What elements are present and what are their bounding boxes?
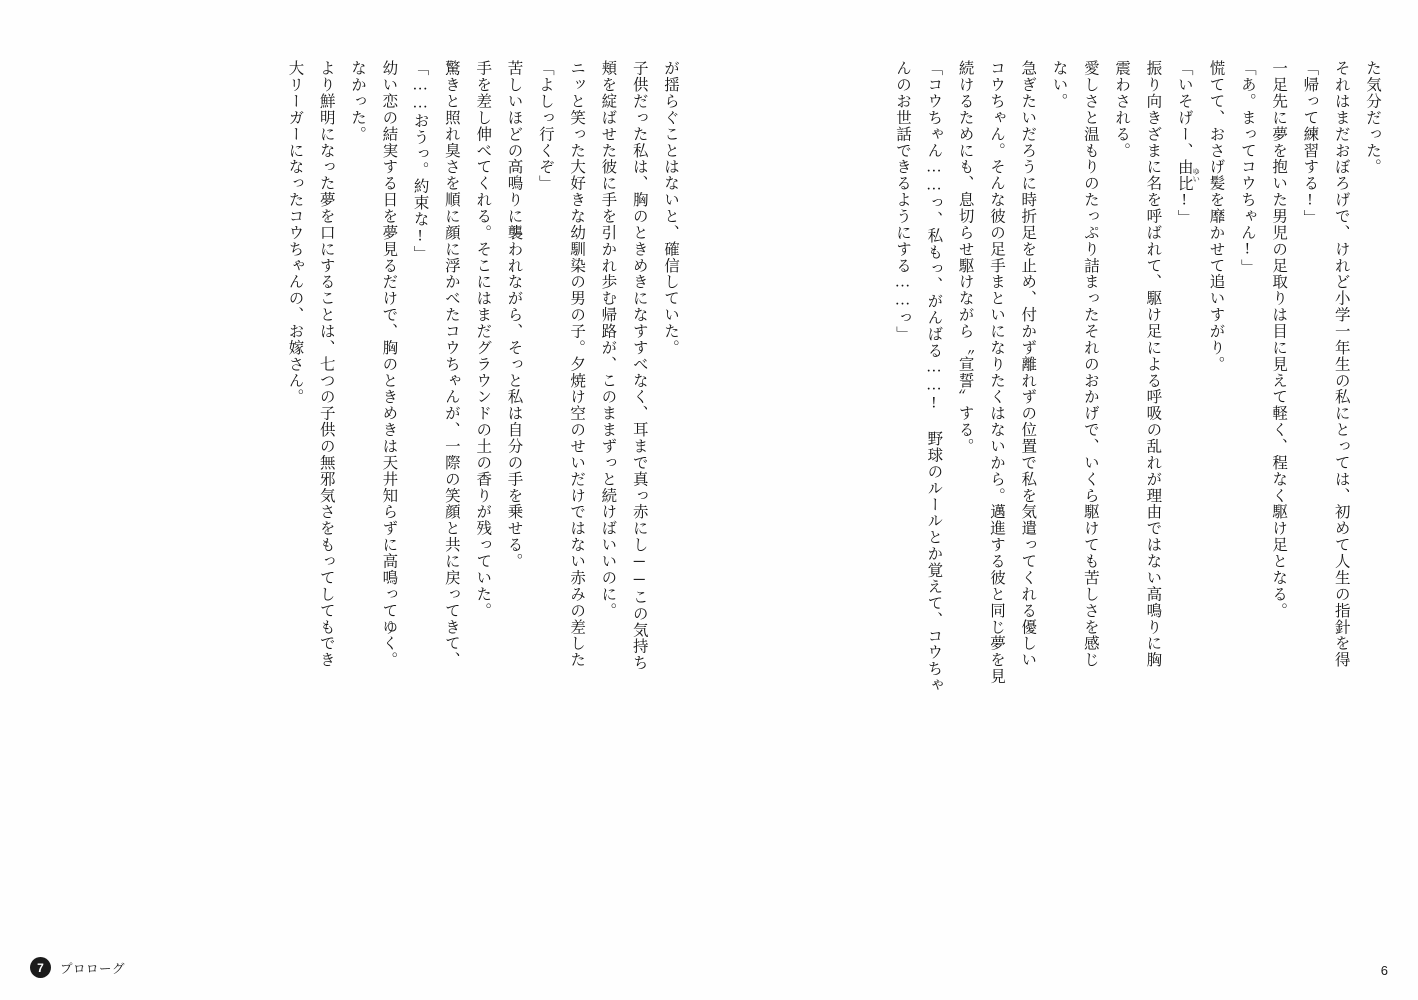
text-line: 慌てて、おさげ髪を靡かせて追いすがり。 — [1207, 60, 1225, 373]
text-line: 幼い恋の結実する日を夢見るだけで、胸のときめきは天井知らずに高鳴ってゆく。 — [380, 60, 398, 668]
text-line: 一足先に夢を抱いた男児の足取りは目に見えて軽く、程なく駆け足となる。 — [1270, 60, 1288, 619]
text-line: 大リーガーになったコウちゃんの、お嫁さん。 — [286, 60, 304, 406]
text-line: 続けるためにも、息切らせ駆けながら〝宣誓〟する。 — [956, 60, 974, 455]
text-line: 「いそげー、由比 ゆい!」 — [1175, 60, 1201, 226]
text-line: 振り向きざまに名を呼ばれて、駆け足による呼吸の乱れが理由ではない高鳴りに胸 — [1144, 60, 1162, 668]
text-line: コウちゃん。そんな彼の足手まといになりたくはないから。邁進する彼と同じ夢を見 — [987, 60, 1005, 685]
text-line: それはまだおぼろげで、けれど小学一年生の私にとっては、初めて人生の指針を得 — [1332, 60, 1350, 668]
page-number-badge: 7 — [30, 957, 51, 978]
page-number: 6 — [1380, 963, 1388, 978]
text-line: より鮮明になった夢を口にすることは、七つの子供の無邪気さをもってしてもでき — [317, 60, 335, 668]
text-line: 「よしっ行くぞ」 — [536, 60, 554, 192]
text-line: 急ぎたいだろうに時折足を止め、付かず離れずの位置で私を気遣ってくれる優しい — [1019, 60, 1037, 668]
page-left-footer — [30, 957, 125, 978]
ruby-annotation: 由比 ゆい — [1175, 158, 1201, 192]
text-line: 「……おうっ。約束な!」 — [411, 60, 429, 262]
text-line: 愛しさと温もりのたっぷり詰まったそれのおかげで、いくら駆けても苦しさを感じ — [1081, 60, 1099, 668]
text-line: 子供だった私は、胸のときめきになすすべなく、耳まで真っ赤にし──この気持ち — [630, 60, 648, 671]
text-line: が揺らぐことはないと、確信していた。 — [662, 60, 679, 356]
page-left-body — [279, 60, 686, 915]
text-line: 驚きと照れ臭さを順に顔に浮かべたコウちゃんが、一際の笑顔と共に戻ってきて、 — [442, 60, 460, 668]
page-right-body — [887, 60, 1388, 915]
text-line: 頬を綻ばせた彼に手を引かれ歩む帰路が、このままずっと続けばいいのに。 — [599, 60, 617, 619]
text-line: んのお世話できるようにする……っ」 — [894, 60, 912, 343]
chapter-label: プロローグ — [60, 961, 126, 976]
text-line: 「帰って練習する!」 — [1301, 60, 1319, 226]
page-right — [709, 0, 1418, 1000]
text-line: 手を差し伸べてくれる。そこにはまだグラウンドの土の香りが残っていた。 — [474, 60, 492, 619]
text-line: 「コウちゃん……っ、私もっ、がんばる……! 野球のルールとか覚えて、コウちゃ — [925, 60, 943, 694]
text-line: 苦しいほどの高鳴りに襲われながら、そっと私は自分の手を乗せる。 — [505, 60, 523, 570]
text-line: ない。 — [1050, 60, 1068, 110]
text-line: 震わされる。 — [1113, 60, 1131, 159]
text-line: なかった。 — [349, 60, 367, 143]
text-line: 「あ。まってコウちゃん!」 — [1238, 60, 1256, 276]
text-line: ニッと笑った大好きな幼馴染の男の子。夕焼け空のせいだけではない赤みの差した — [568, 60, 586, 668]
text-line: た気分だった。 — [1364, 60, 1381, 176]
